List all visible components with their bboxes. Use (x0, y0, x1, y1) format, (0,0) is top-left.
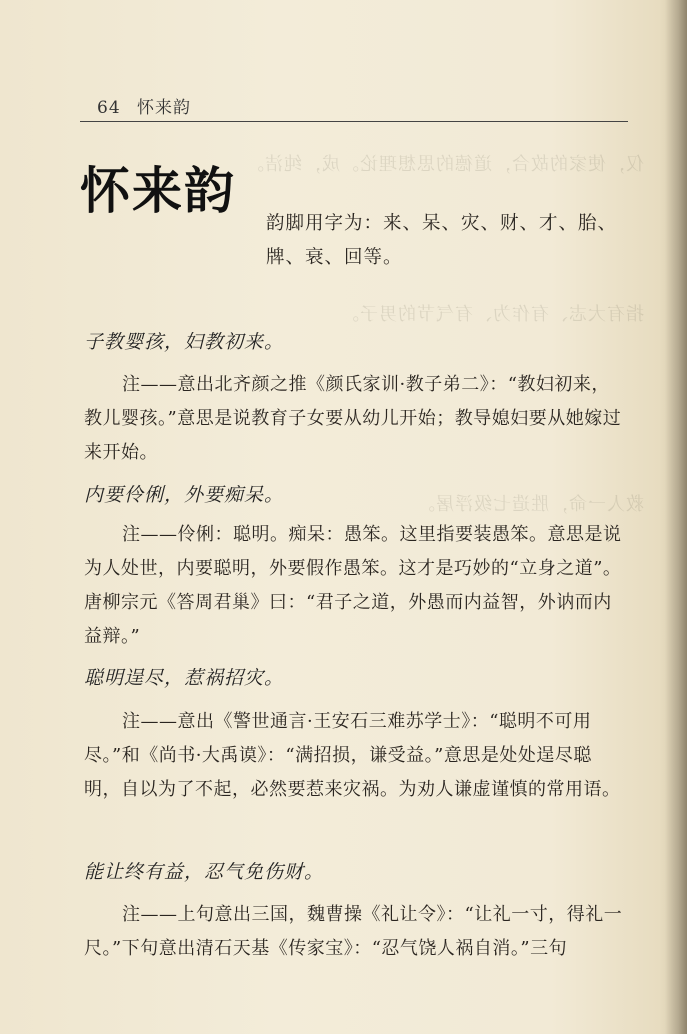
verse-line: 内要伶俐，外要痴呆。 (84, 484, 285, 506)
page-number: 64 (97, 98, 121, 118)
verse-line: 子教婴孩，妇教初来。 (84, 331, 285, 353)
annotation-paragraph: 注——上句意出三国，魏曹操《礼让令》：“让礼一寸，得礼一尺。”下句意出清石天基《传家宝》：“忍气饶人祸自消。”三句 (84, 904, 623, 959)
verse-line: 能让终有益，忍气免伤财。 (84, 861, 325, 883)
running-header (97, 93, 191, 118)
section-title: 怀来韵 (80, 161, 236, 220)
annotation-paragraph: 注——伶俐：聪明。痴呆：愚笨。这里指要装愚笨。意思是说为人处世，内要聪明，外要假作愚笨。这才是巧妙的“立身之道”。唐柳宗元《答周君巢》曰：“君子之道，外愚而内益智，外讷而内益辩。” (84, 524, 622, 647)
rhyme-intro: 韵脚用字为：来、呆、灾、财、才、胎、牌、衰、回等。 (266, 213, 618, 268)
annotation-paragraph: 注——意出《警世通言·王安石三难苏学士》：“聪明不可用尽。”和《尚书·大禹谟》：“满招损，谦受益。”意思是处处逞尽聪明，自以为了不起，必然要惹来灾祸。为劝人谦虚谨慎的常用语。 (84, 711, 621, 800)
header-rule (80, 121, 628, 122)
bleed-through-text: 指有大志、有作为、有气节的男子。 (340, 304, 644, 325)
bleed-through-text: 救人一命，胜造七级浮屠。 (416, 494, 644, 515)
header-title: 怀来韵 (137, 98, 192, 118)
page-edge-shadow (665, 0, 687, 1034)
verse-line: 聪明逞尽，惹祸招灾。 (84, 667, 285, 689)
bleed-through-text: 仅，使家的故合，道德的思想理论。成，纯洁。 (245, 154, 644, 175)
annotation-paragraph: 注——意出北齐颜之推《颜氏家训·教子弟二》：“教妇初来，教儿婴孩。”意思是说教育子女要从幼儿开始；教导媳妇要从她嫁过来开始。 (84, 374, 622, 463)
